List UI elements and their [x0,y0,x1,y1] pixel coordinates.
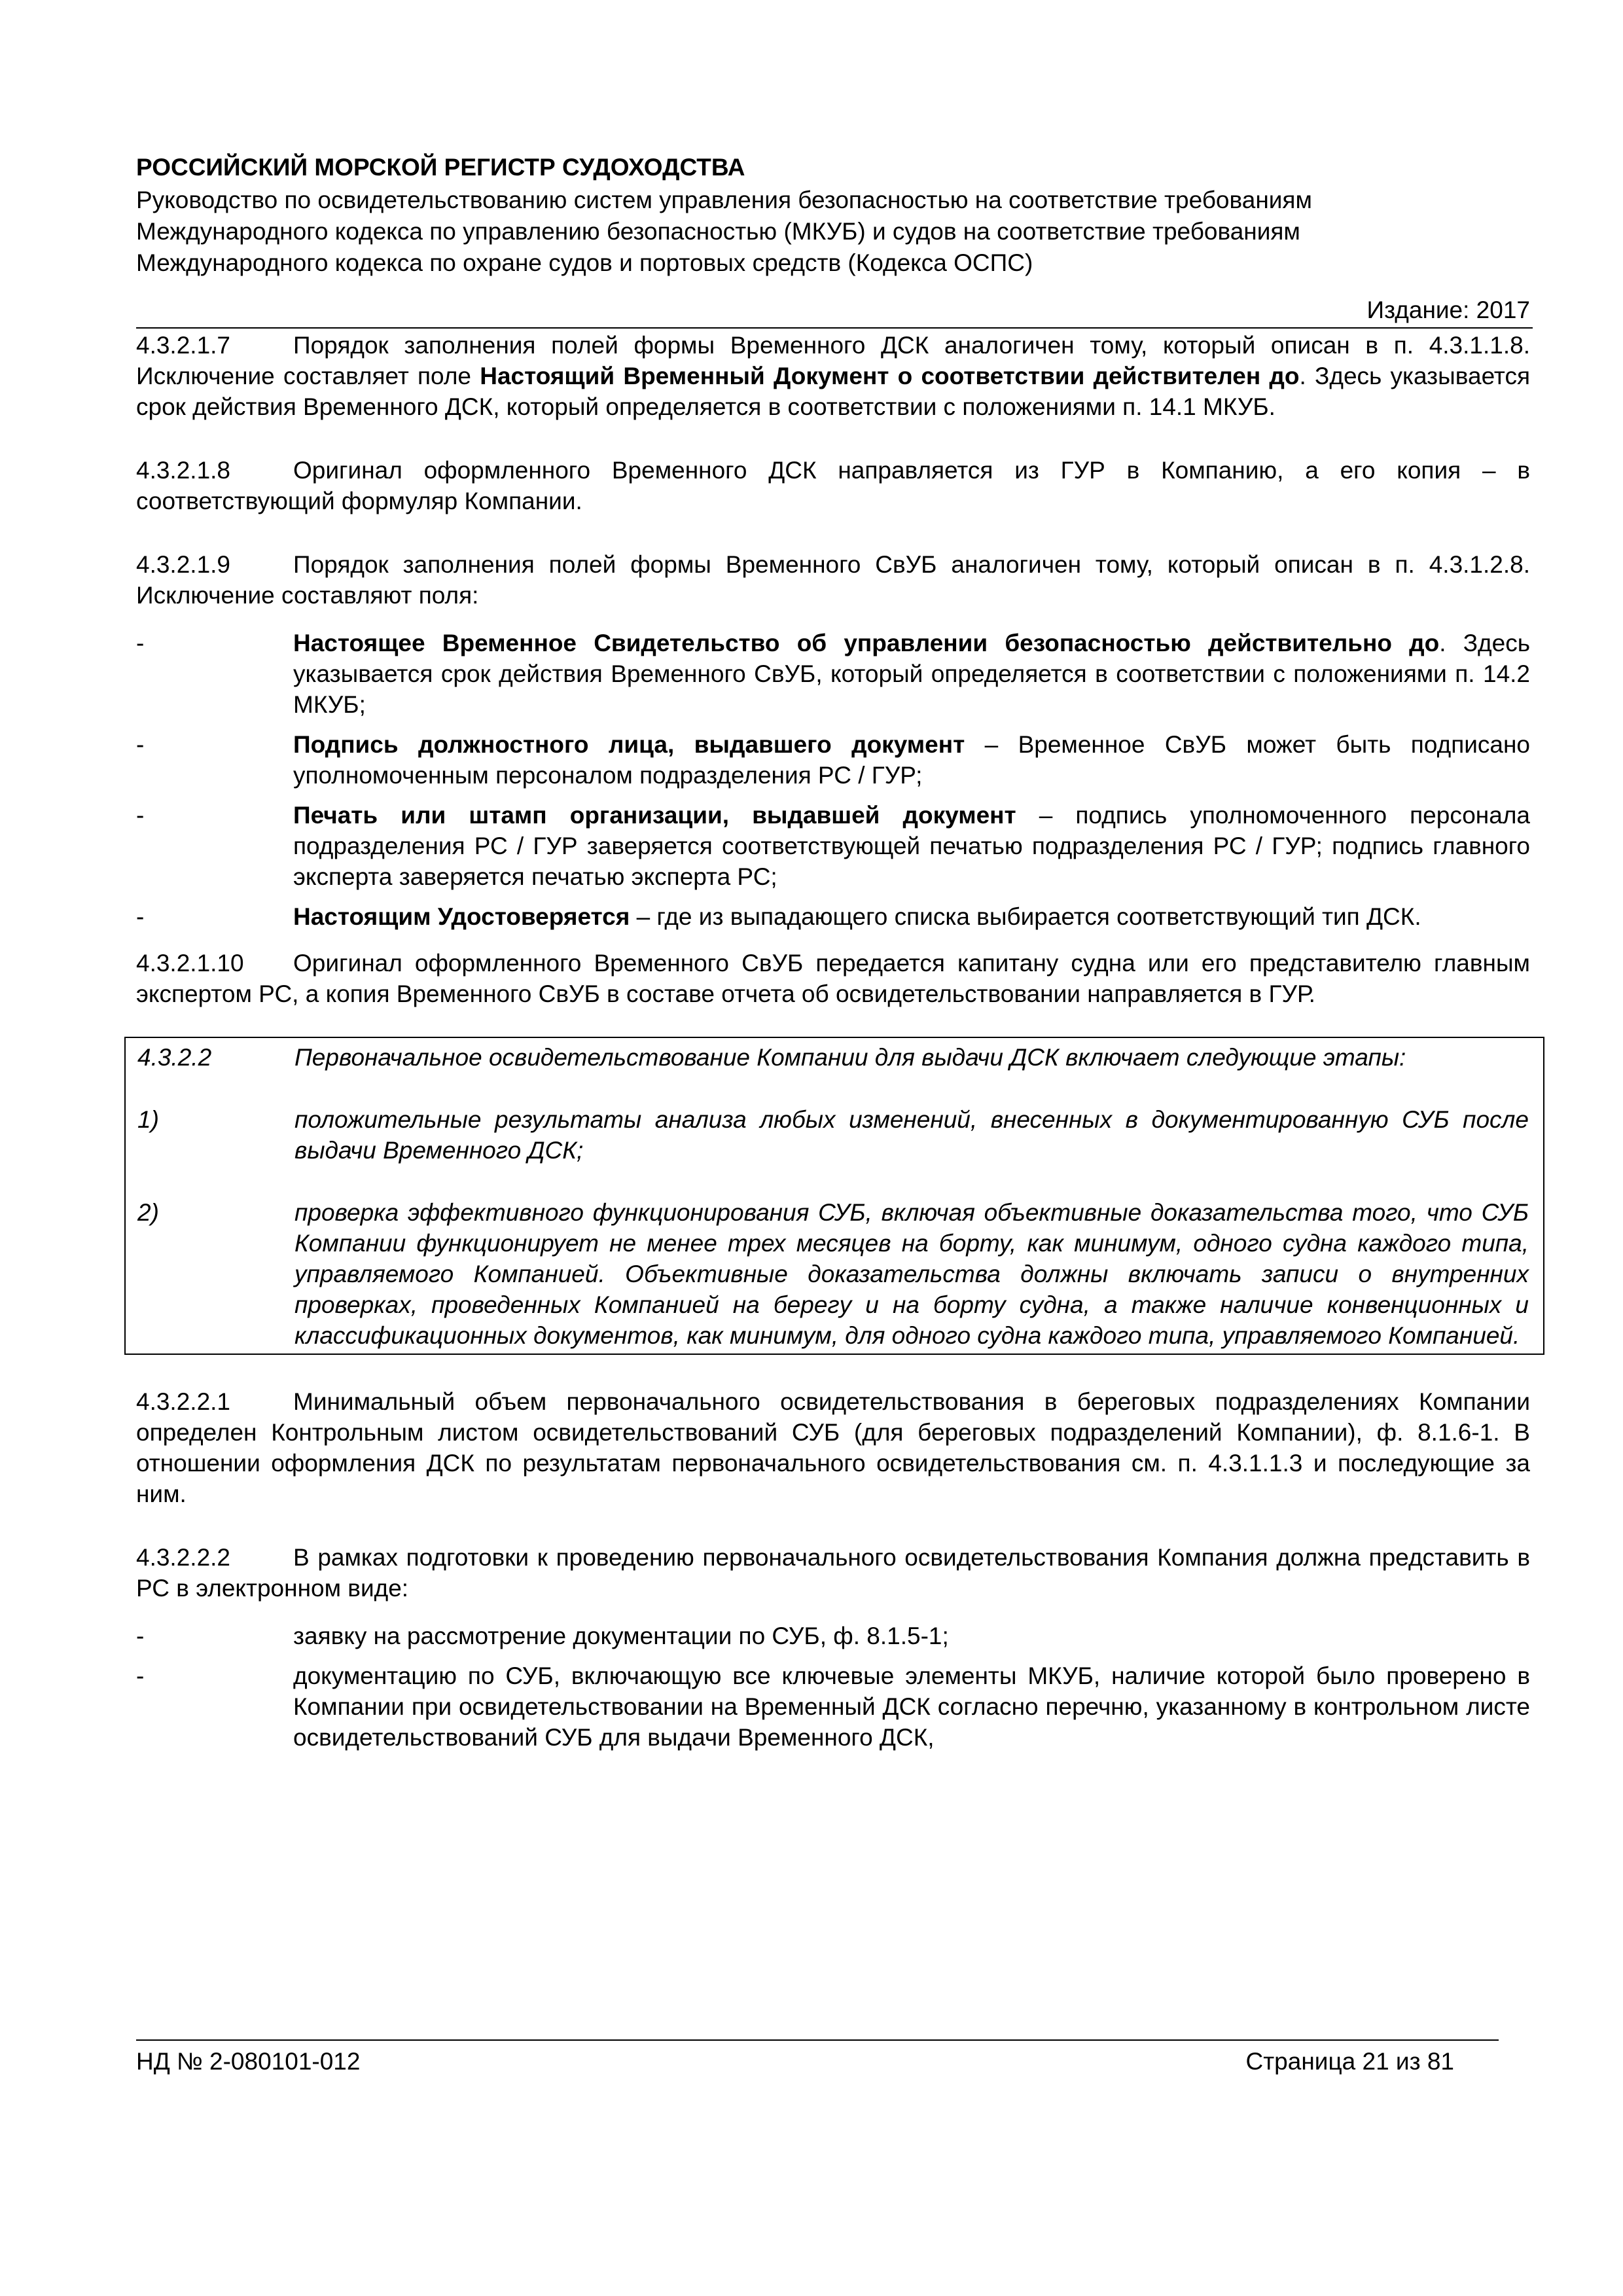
paragraph-4-3-2-1-7 [136,330,1530,422]
clause-text: Оригинал оформленного Временного ДСК направляется из ГУР в Компанию, а его копия – в соответствующий формуляр Компании. [136,457,1530,514]
list-item [136,1660,1530,1753]
clause-text: Первоначальное освидетельствование Компании для выдачи ДСК включает следующие этапы: [294,1044,1406,1071]
item-text: положительные результаты анализа любых изменений, внесенных в документированную СУБ после выдачи Временного ДСК; [294,1106,1529,1164]
page-number: Страница 21 из 81 [1245,2048,1454,2075]
list-dash: - [136,903,145,930]
footer-divider [136,2039,1499,2041]
list-item-term: Настоящее Временное Свидетельство об управлении безопасностью действительно до [293,630,1440,656]
clause-text-continued: . Здесь указывается срок действия Временного ДСК, который определяется в соответствии с положениями п. 14.1 МКУБ. [136,363,1530,420]
numbered-item [137,1197,1529,1351]
document-body [136,330,1530,1762]
list-dash: - [136,802,145,829]
list-dash: - [136,731,145,758]
clause-number: 4.3.2.2.2 [136,1544,231,1571]
clause-number: 4.3.2.1.7 [136,332,231,359]
clause-number: 4.3.2.1.10 [136,950,244,977]
clause-number: 4.3.2.2.1 [136,1388,231,1415]
clause-text: Минимальный объем первоначального освидетельствования в береговых подразделениях Компании определен Контрольным листом освидетельствований СУБ (для береговых подразделений Компании), ф. 8.1.6-1. В отношении оформления ДСК по результатам первоначального освидетельствования см. п. 4.3.1.1.3 и последующие за ним. [136,1388,1530,1507]
list-dash: - [136,1662,145,1689]
item-marker: 2) [137,1199,159,1226]
numbered-item [137,1104,1529,1166]
list-item [136,628,1530,720]
clause-text: Порядок заполнения полей формы Временного СвУБ аналогичен тому, который описан в п. 4.3.1.2.8. Исключение составляют поля: [136,551,1530,609]
list-item-text: – где из выпадающего списка выбирается соответствующий тип ДСК. [630,903,1421,930]
list-item-text: – Временное СвУБ может быть подписано уполномоченным персоналом подразделения РС / ГУР; [293,731,1530,789]
document-number: НД № 2-080101-012 [136,2048,361,2075]
clause-number: 4.3.2.2 [137,1044,212,1071]
list-item [136,901,1530,932]
item-marker: 1) [137,1106,159,1133]
submission-list [136,1621,1530,1753]
paragraph-4-3-2-1-8 [136,455,1530,516]
list-item-term: Печать или штамп организации, выдавшей документ [293,802,1016,829]
document-title-line-2: Международного кодекса по управлению безопасностью (МКУБ) и судов на соответствие требованиям [136,218,1300,245]
document-title-line-3: Международного кодекса по охране судов и портовых средств (Кодекса ОСПС) [136,249,1033,276]
clause-bold-term: Настоящий Временный Документ о соответствии действителен до [480,363,1300,389]
list-item [136,1621,1530,1651]
item-text: проверка эффективного функционирования СУБ, включая объективные доказательства того, что СУБ Компании функционирует не менее трех месяцев на борту, как минимум, одного судна каждого типа, управляемого Компанией. Объективные доказательства должны включать записи о внутренних проверках, проведенных Компанией на берегу и на борту судна, а также наличие конвенционных и классификационных документов, как минимум, для одного судна каждого типа, управляемого Компанией. [294,1199,1529,1349]
clause-text: Порядок заполнения полей формы Временного ДСК аналогичен тому, который описан в п. 4.3.1.1.8. Исключение составляет поле [136,332,1530,389]
paragraph-4-3-2-2-1 [136,1386,1530,1509]
list-item-text: документацию по СУБ, включающую все ключевые элементы МКУБ, наличие которой было проверено в Компании при освидетельствовании на Временный ДСК согласно перечню, указанному в контрольном листе освидетельствований СУБ для выдачи Временного ДСК, [293,1662,1530,1751]
edition-label: Издание: 2017 [1366,296,1530,323]
paragraph-4-3-2-1-10 [136,948,1530,1009]
framed-clause-intro [137,1042,1529,1073]
clause-text: В рамках подготовки к проведению первоначального освидетельствования Компания должна представить в РС в электронном виде: [136,1544,1530,1602]
header-divider [136,327,1533,329]
list-item [136,729,1530,791]
list-item-term: Настоящим Удостоверяется [293,903,630,930]
clause-text: Оригинал оформленного Временного СвУБ передается капитану судна или его представителю главным экспертом РС, а копия Временного СвУБ в составе отчета об освидетельствовании направляется в ГУР. [136,950,1530,1007]
clause-number: 4.3.2.1.9 [136,551,231,578]
framed-clause-4-3-2-2 [124,1037,1544,1355]
list-item [136,800,1530,892]
list-item-text: . Здесь указывается срок действия Временного СвУБ, который определяется в соответствии с положениями п. 14.2 МКУБ; [293,630,1530,718]
document-title-line-1: Руководство по освидетельствованию систем управления безопасностью на соответствие требованиям [136,187,1312,213]
field-exceptions-list [136,628,1530,932]
list-item-term: Подпись должностного лица, выдавшего документ [293,731,965,758]
paragraph-4-3-2-2-2 [136,1542,1530,1604]
list-dash: - [136,1623,145,1649]
organization-name: РОССИЙСКИЙ МОРСКОЙ РЕГИСТР СУДОХОДСТВА [136,154,745,181]
list-item-text: заявку на рассмотрение документации по СУБ, ф. 8.1.5-1; [293,1623,949,1649]
clause-number: 4.3.2.1.8 [136,457,231,484]
list-item-text: – подпись уполномоченного персонала подразделения РС / ГУР заверяется соответствующей печатью подразделения РС / ГУР; подпись главного эксперта заверяется печатью эксперта РС; [293,802,1530,890]
list-dash: - [136,630,145,656]
paragraph-4-3-2-1-9 [136,549,1530,611]
